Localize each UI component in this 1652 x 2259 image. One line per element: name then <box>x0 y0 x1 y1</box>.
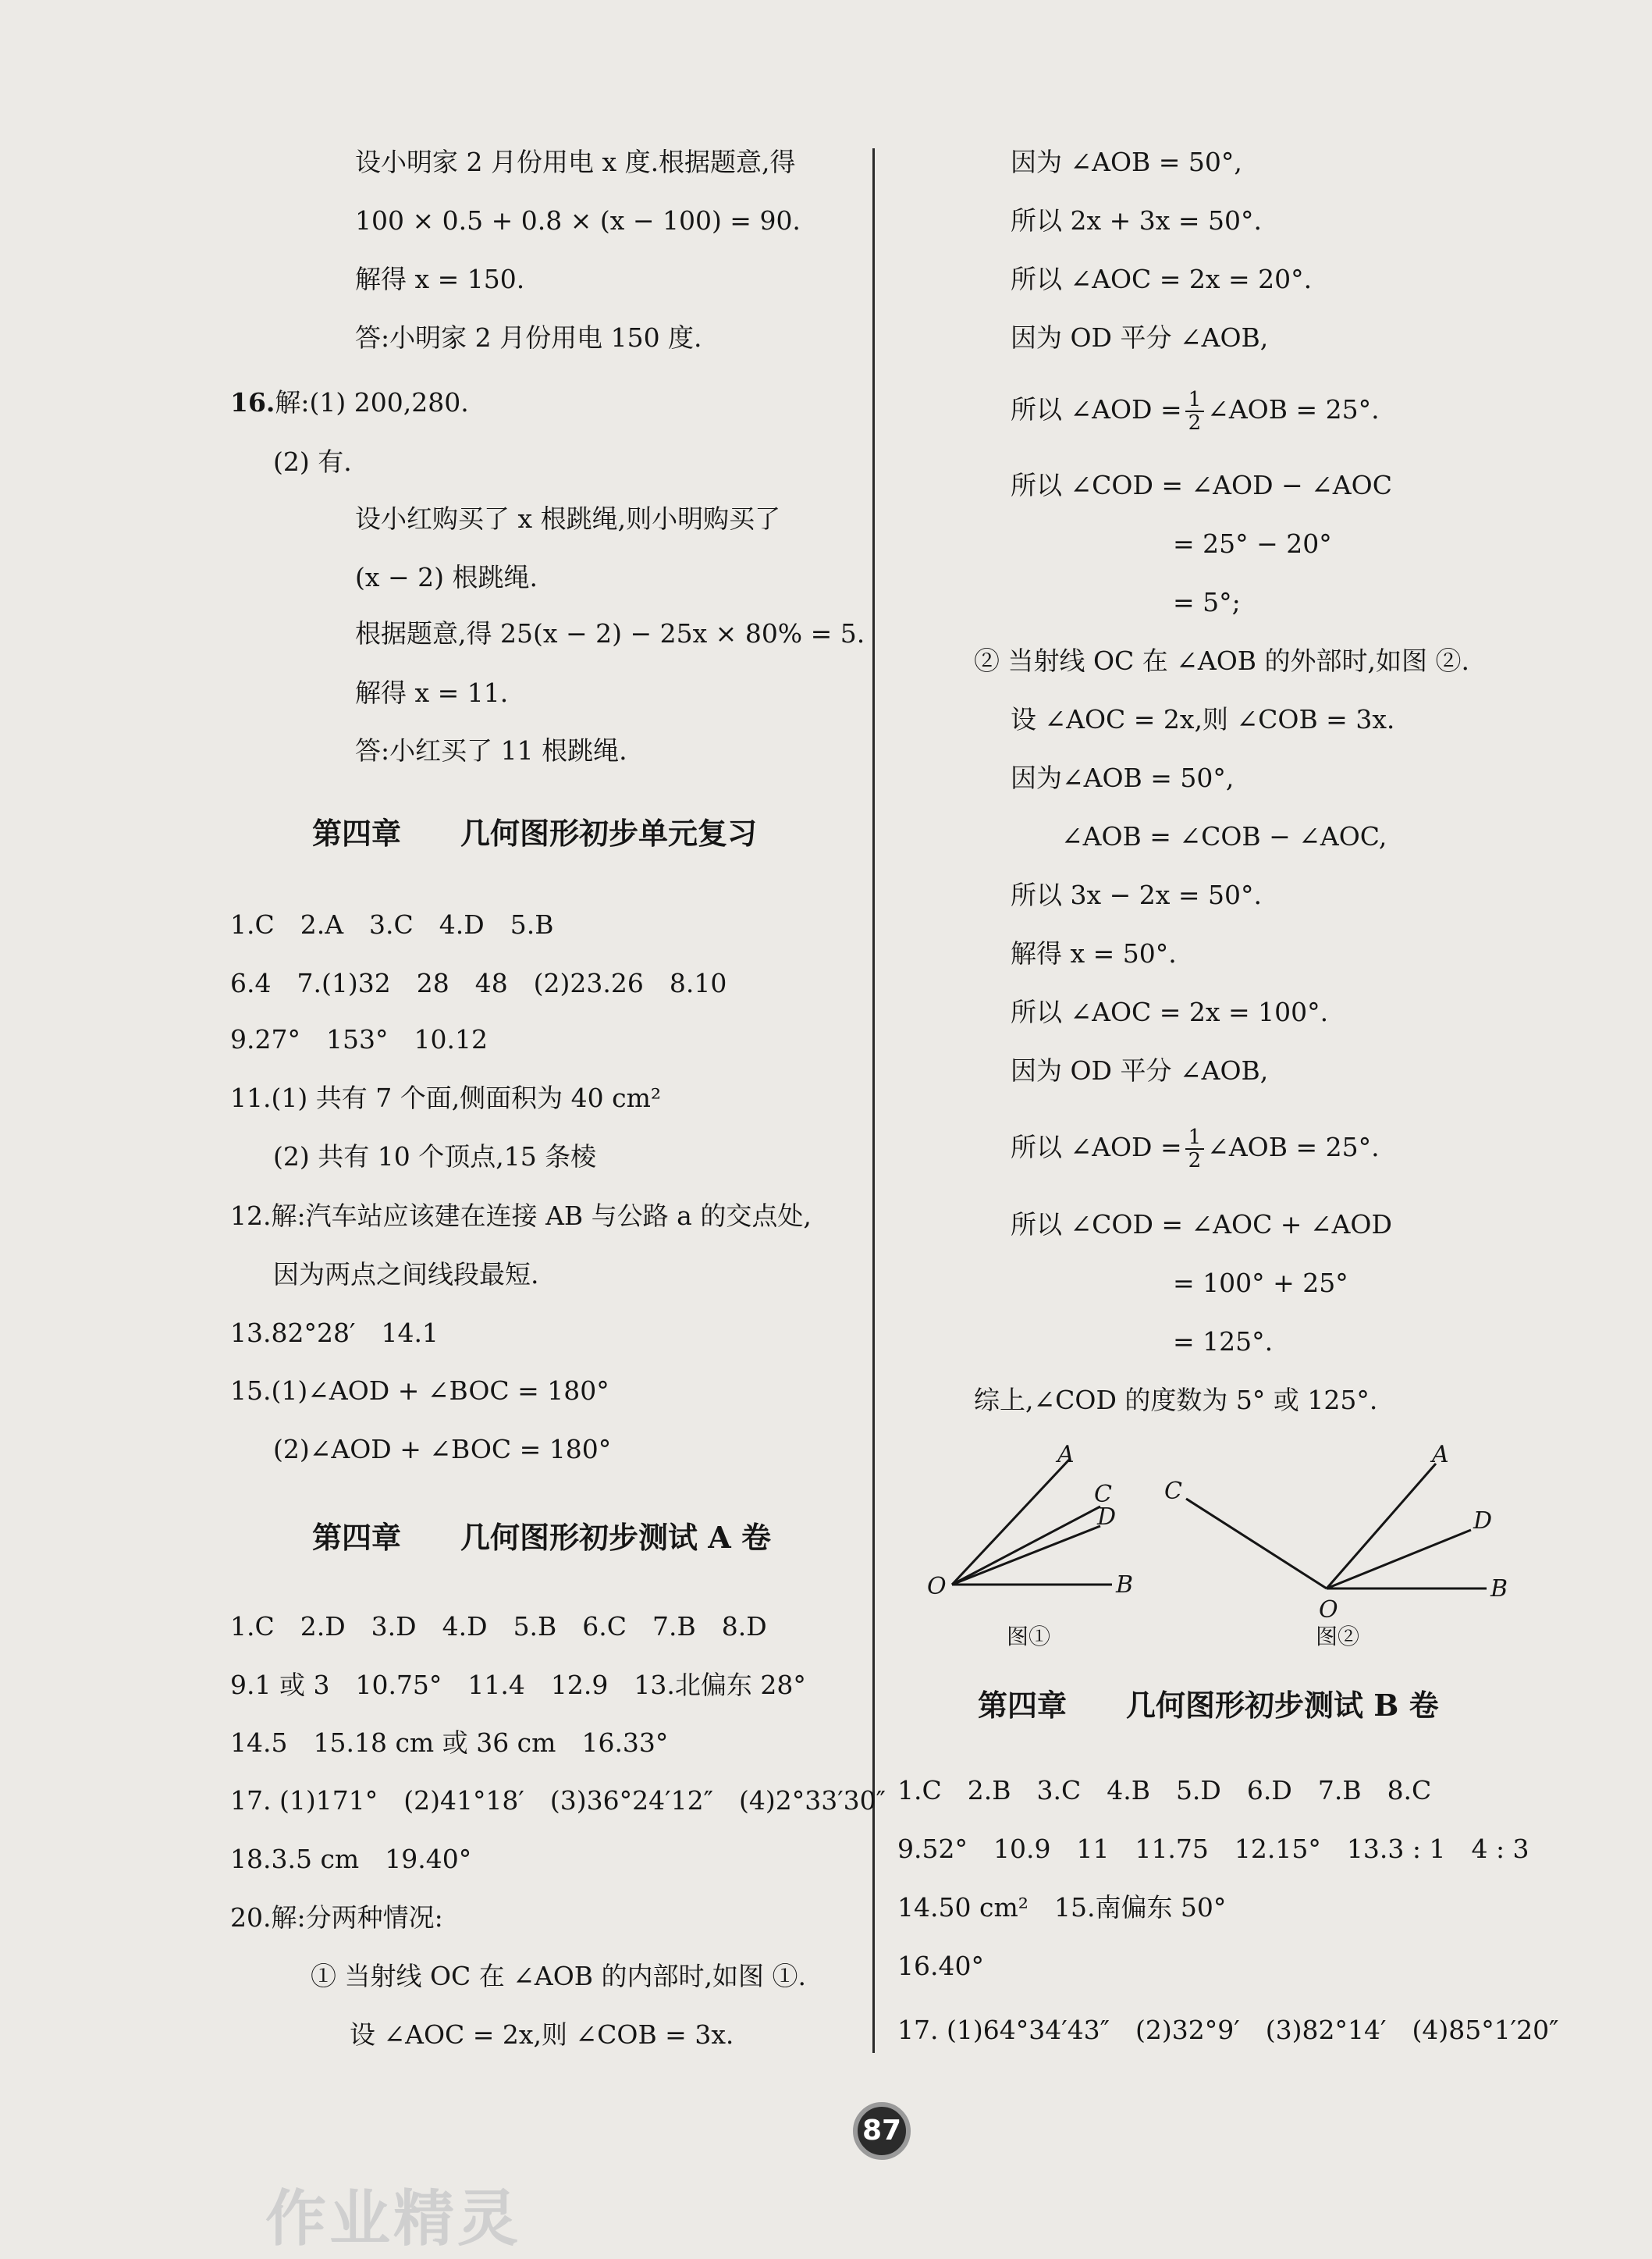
column-divider <box>872 148 875 2053</box>
q16-part-2: (2) 有. <box>273 446 352 477</box>
right-line-5 <box>1011 382 1380 437</box>
page-number-badge: 87 <box>853 2102 911 2160</box>
test-b-answers-3: 14.50 cm² 15.南偏东 50° <box>897 1892 1227 1923</box>
aod-equation-2-pre: 所以 ∠AOD = <box>1011 1132 1182 1162</box>
q16-line-3: 设小红购买了 x 根跳绳,则小明购买了 <box>355 503 781 534</box>
right-line-12: ∠AOB = ∠COB − ∠AOC, <box>1061 821 1387 852</box>
q16-line-6: 解得 x = 11. <box>355 678 509 708</box>
right-line-13: 所以 3x − 2x = 50°. <box>1011 880 1262 910</box>
label-c-fig1: C <box>1094 1481 1112 1508</box>
ray-oc-fig1 <box>952 1507 1100 1585</box>
label-c-fig2: C <box>1164 1478 1182 1505</box>
fraction-denominator-2: 2 <box>1188 1149 1202 1172</box>
test-a-answers-2: 9.1 或 3 10.75° 11.4 12.9 13.北偏东 28° <box>230 1670 806 1700</box>
fraction-numerator: 1 <box>1185 389 1205 412</box>
test-a-answers-4: 17. (1)171° (2)41°18′ (3)36°24′12″ (4)2°33′30″ <box>230 1785 886 1816</box>
q16-number: 16. <box>230 387 275 418</box>
label-a-fig2: A <box>1432 1441 1449 1468</box>
section-heading-test-b: 第四章 几何图形初步测试 B 卷 <box>978 1688 1439 1723</box>
left-line-3: 解得 x = 150. <box>355 264 525 294</box>
test-a-answers-3: 14.5 15.18 cm 或 36 cm 16.33° <box>230 1727 669 1758</box>
figure-1 <box>927 1441 1133 1600</box>
watermark: 作业精灵 <box>265 2184 522 2254</box>
q16-text: 解:(1) 200,280. <box>275 387 469 418</box>
q16-line-7: 答:小红买了 11 根跳绳. <box>355 735 627 766</box>
test-a-answers-1: 1.C 2.D 3.D 4.D 5.B 6.C 7.B 8.D <box>230 1611 767 1642</box>
label-d-fig1: D <box>1097 1503 1117 1531</box>
fraction-one-half <box>1185 389 1205 434</box>
question-16 <box>230 386 469 420</box>
q16-line-4: (x − 2) 根跳绳. <box>355 562 538 592</box>
test-b-answers-5: 17. (1)64°34′43″ (2)32°9′ (3)82°14′ (4)85°1′20″ <box>897 2015 1559 2045</box>
test-b-answers-4: 16.40° <box>897 1951 984 1981</box>
review-answers-2: 6.4 7.(1)32 28 48 (2)23.26 8.10 <box>230 968 727 998</box>
review-answers-9: 15.(1)∠AOD + ∠BOC = 180° <box>230 1375 609 1406</box>
test-a-answers-8: 设 ∠AOC = 2x,则 ∠COB = 3x. <box>350 2019 734 2050</box>
right-line-18: 所以 ∠COD = ∠AOC + ∠AOD <box>1011 1209 1392 1240</box>
label-b-fig2: B <box>1490 1575 1508 1603</box>
aod-equation-pre: 所以 ∠AOD = <box>1011 394 1182 425</box>
right-line-11: 因为∠AOB = 50°, <box>1011 763 1235 793</box>
review-answers-6: 12.解:汽车站应该建在连接 AB 与公路 a 的交点处, <box>230 1201 812 1231</box>
aod-equation-2-post: ∠AOB = 25°. <box>1207 1132 1380 1162</box>
review-answers-4: 11.(1) 共有 7 个面,侧面积为 40 cm² <box>230 1083 662 1113</box>
review-answers-3: 9.27° 153° 10.12 <box>230 1024 488 1055</box>
right-line-8: = 5°; <box>1173 587 1241 617</box>
right-line-21: 综上,∠COD 的度数为 5° 或 125°. <box>974 1385 1378 1415</box>
left-line-1: 设小明家 2 月份用电 x 度.根据题意,得 <box>355 147 796 177</box>
right-line-2: 所以 2x + 3x = 50°. <box>1011 205 1262 236</box>
test-a-answers-6: 20.解:分两种情况: <box>230 1902 443 1933</box>
figure-2-caption: 图② <box>1316 1624 1360 1649</box>
test-a-answers-7: ① 当射线 OC 在 ∠AOB 的内部时,如图 ①. <box>311 1961 807 1991</box>
right-line-14: 解得 x = 50°. <box>1011 938 1177 969</box>
section-heading-review: 第四章 几何图形初步单元复习 <box>312 816 758 851</box>
test-b-answers-2: 9.52° 10.9 11 11.75 12.15° 13.3 : 1 4 : 3 <box>897 1834 1529 1864</box>
right-line-4: 因为 OD 平分 ∠AOB, <box>1011 322 1269 353</box>
left-line-2: 100 × 0.5 + 0.8 × (x − 100) = 90. <box>355 205 801 236</box>
section-heading-test-a: 第四章 几何图形初步测试 A 卷 <box>312 1520 771 1555</box>
q16-line-5: 根据题意,得 25(x − 2) − 25x × 80% = 5. <box>355 618 865 649</box>
right-line-15: 所以 ∠AOC = 2x = 100°. <box>1011 997 1329 1027</box>
figure-1-caption: 图① <box>1007 1624 1051 1649</box>
review-answers-1: 1.C 2.A 3.C 4.D 5.B <box>230 909 554 940</box>
fraction-numerator-2: 1 <box>1185 1126 1205 1150</box>
figure-2 <box>1164 1441 1508 1624</box>
fraction-one-half-2 <box>1185 1126 1205 1172</box>
test-b-answers-1: 1.C 2.B 3.C 4.B 5.D 6.D 7.B 8.C <box>897 1775 1432 1805</box>
label-o-fig1: O <box>927 1573 947 1600</box>
right-line-7: = 25° − 20° <box>1173 528 1332 559</box>
ray-oa-fig2 <box>1327 1464 1436 1588</box>
right-line-16: 因为 OD 平分 ∠AOB, <box>1011 1055 1269 1086</box>
left-line-4: 答:小明家 2 月份用电 150 度. <box>355 322 702 353</box>
ray-oc-fig2 <box>1186 1499 1327 1588</box>
test-a-answers-5: 18.3.5 cm 19.40° <box>230 1844 472 1874</box>
label-b-fig1: B <box>1116 1571 1134 1599</box>
label-a-fig1: A <box>1057 1441 1075 1468</box>
fraction-denominator: 2 <box>1188 411 1202 435</box>
review-answers-5: (2) 共有 10 个顶点,15 条棱 <box>273 1141 597 1172</box>
ray-od-fig2 <box>1327 1530 1471 1588</box>
review-answers-7: 因为两点之间线段最短. <box>273 1259 539 1290</box>
right-line-17 <box>1011 1120 1380 1175</box>
right-line-3: 所以 ∠AOC = 2x = 20°. <box>1011 264 1313 294</box>
ray-oa-fig1 <box>952 1460 1069 1585</box>
angle-figures <box>921 1436 1514 1639</box>
right-line-10: 设 ∠AOC = 2x,则 ∠COB = 3x. <box>1011 704 1395 735</box>
ray-od-fig1 <box>952 1526 1100 1585</box>
label-o-fig2: O <box>1319 1596 1338 1624</box>
right-line-1: 因为 ∠AOB = 50°, <box>1011 147 1242 177</box>
aod-equation-post: ∠AOB = 25°. <box>1207 394 1380 425</box>
review-answers-8: 13.82°28′ 14.1 <box>230 1318 439 1348</box>
review-answers-10: (2)∠AOD + ∠BOC = 180° <box>273 1434 612 1464</box>
right-line-6: 所以 ∠COD = ∠AOD − ∠AOC <box>1011 470 1392 500</box>
right-line-9: ② 当射线 OC 在 ∠AOB 的外部时,如图 ②. <box>974 646 1470 676</box>
right-line-20: = 125°. <box>1173 1326 1274 1357</box>
right-line-19: = 100° + 25° <box>1173 1268 1348 1298</box>
label-d-fig2: D <box>1473 1507 1493 1535</box>
